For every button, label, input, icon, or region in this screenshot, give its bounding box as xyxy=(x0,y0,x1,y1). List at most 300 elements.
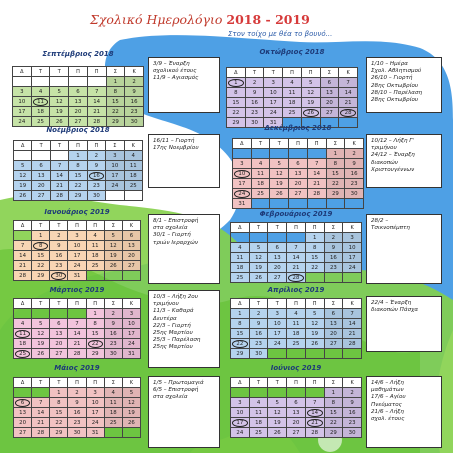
day-cell: 14 xyxy=(68,329,86,339)
day-cell: 4 xyxy=(283,78,302,88)
day-cell: 4 xyxy=(249,398,268,408)
day-cell: 23 xyxy=(50,261,68,271)
weekday-label: Τ xyxy=(50,378,68,388)
week-row xyxy=(231,233,362,243)
day-cell xyxy=(32,388,50,398)
day-cell: 17 xyxy=(343,253,362,263)
day-cell xyxy=(305,388,324,398)
day-cell: 24 xyxy=(264,108,283,118)
day-cell: 2 xyxy=(324,233,343,243)
day-cell: 5 xyxy=(104,231,122,241)
day-cell: 29 xyxy=(106,117,125,127)
month-events-note xyxy=(366,376,442,448)
week-row xyxy=(233,169,364,179)
day-cell: 10 xyxy=(106,161,124,171)
day-cell: 1 xyxy=(305,233,324,243)
day-cell: 8 xyxy=(69,161,87,171)
day-cell: 13 xyxy=(122,241,140,251)
day-cell: 18 xyxy=(283,98,302,108)
month-name: Φεβρουάριος 2019 xyxy=(259,210,333,218)
day-cell: 10 xyxy=(68,241,86,251)
day-cell: 20 xyxy=(122,251,140,261)
month-calendar-grid xyxy=(13,298,141,359)
week-row xyxy=(231,243,362,253)
weekday-label: Τ xyxy=(270,139,289,149)
weekday-label: Κ xyxy=(343,299,362,309)
day-cell: 6 xyxy=(50,319,68,329)
weekday-label: Τ xyxy=(268,223,287,233)
month-name: Σεπτέμβριος 2018 xyxy=(42,50,114,58)
week-row xyxy=(231,428,362,438)
week-row xyxy=(231,253,362,263)
day-cell: 7 xyxy=(87,87,106,97)
day-cell: 23 xyxy=(249,339,268,349)
day-cell: 17 xyxy=(13,107,32,117)
weekday-label: Δ xyxy=(13,67,32,77)
day-cell xyxy=(68,309,86,319)
weekday-label: Τ xyxy=(251,139,270,149)
day-cell: 14 xyxy=(50,171,68,181)
weekday-label: Π xyxy=(68,378,86,388)
week-row xyxy=(14,329,141,339)
weekday-header-row xyxy=(14,378,141,388)
day-cell: 12 xyxy=(305,319,324,329)
event-line: 28/10 – Παρέλαση xyxy=(371,89,423,96)
event-line: 8/1 – Επιστροφή xyxy=(153,218,199,224)
day-cell: 16 xyxy=(245,98,264,108)
week-row xyxy=(13,77,144,87)
weekday-label: Σ xyxy=(324,299,343,309)
day-cell: 25 xyxy=(124,181,142,191)
day-cell: 19 xyxy=(14,181,32,191)
event-line: 1/5 – Πρωτομαγιά xyxy=(153,380,204,386)
day-cell: 25 xyxy=(14,349,32,359)
day-cell: 23 xyxy=(345,179,364,189)
day-cell: 15 xyxy=(324,408,343,418)
day-cell: 20 xyxy=(14,418,32,428)
day-cell: 6 xyxy=(14,398,32,408)
weekday-label: Τ xyxy=(245,68,264,78)
day-cell xyxy=(124,191,142,201)
week-row xyxy=(14,339,141,349)
day-cell xyxy=(345,199,364,209)
day-cell: 2 xyxy=(68,388,86,398)
day-cell: 14 xyxy=(305,408,324,418)
day-cell: 20 xyxy=(69,107,88,117)
weekday-label: Τ xyxy=(32,141,50,151)
day-cell: 30 xyxy=(87,191,105,201)
day-cell xyxy=(32,309,50,319)
day-cell: 6 xyxy=(287,398,306,408)
event-line: 28ης Οκτωβρίου xyxy=(371,82,419,89)
week-row xyxy=(227,108,358,118)
day-cell: 8 xyxy=(32,241,50,251)
weekday-label: Τ xyxy=(268,299,287,309)
day-cell: 24 xyxy=(233,189,252,199)
day-cell: 8 xyxy=(326,159,345,169)
day-cell xyxy=(14,231,32,241)
day-cell: 11 xyxy=(249,408,268,418)
day-cell xyxy=(233,149,252,159)
weekday-label: Π xyxy=(307,139,326,149)
day-cell: 11 xyxy=(231,253,250,263)
month-name: Ιούνιος 2019 xyxy=(270,364,322,372)
day-cell xyxy=(289,199,308,209)
week-row xyxy=(231,329,362,339)
day-cell xyxy=(305,349,324,359)
month-name: Νοέμβριος 2018 xyxy=(46,126,110,134)
day-cell: 8 xyxy=(86,319,104,329)
title-years: 2018 - 2019 xyxy=(226,12,310,27)
day-cell: 29 xyxy=(227,118,246,128)
day-cell: 24 xyxy=(86,418,104,428)
day-cell: 21 xyxy=(87,107,106,117)
day-cell: 19 xyxy=(104,251,122,261)
day-cell: 5 xyxy=(301,78,320,88)
weekday-label: Κ xyxy=(343,378,362,388)
week-row xyxy=(14,418,141,428)
day-cell: 3 xyxy=(122,309,140,319)
weekday-header-row xyxy=(14,299,141,309)
week-row xyxy=(227,88,358,98)
week-row xyxy=(14,271,141,281)
day-cell: 17 xyxy=(268,329,287,339)
month-name: Μάιος 2019 xyxy=(54,364,100,372)
weekday-label: Δ xyxy=(14,299,32,309)
day-cell: 5 xyxy=(32,319,50,329)
day-cell: 14 xyxy=(32,408,50,418)
day-cell: 13 xyxy=(289,169,308,179)
day-cell: 7 xyxy=(307,159,326,169)
day-cell xyxy=(231,233,250,243)
weekday-header-row xyxy=(14,141,143,151)
weekday-header-row xyxy=(233,139,364,149)
day-cell xyxy=(87,77,106,87)
day-cell: 20 xyxy=(320,98,339,108)
day-cell: 9 xyxy=(68,398,86,408)
day-cell: 21 xyxy=(50,181,68,191)
day-cell: 12 xyxy=(301,88,320,98)
week-row xyxy=(231,273,362,283)
day-cell xyxy=(69,77,88,87)
day-cell: 8 xyxy=(227,88,246,98)
weekday-label: Σ xyxy=(324,378,343,388)
month-events-note xyxy=(366,214,442,284)
day-cell: 25 xyxy=(283,108,302,118)
day-cell: 29 xyxy=(69,191,87,201)
day-cell: 13 xyxy=(32,171,50,181)
month-events-note xyxy=(148,57,220,113)
month-calendar-grid xyxy=(230,298,362,359)
day-cell: 8 xyxy=(324,398,343,408)
day-cell: 7 xyxy=(50,161,68,171)
day-cell xyxy=(122,271,140,281)
day-cell: 11 xyxy=(251,169,270,179)
day-cell: 2 xyxy=(87,151,105,161)
day-cell: 9 xyxy=(345,159,364,169)
event-line: 22/4 – Έναρξη xyxy=(371,300,412,306)
event-line: σχολ. έτους xyxy=(371,416,405,423)
day-cell: 19 xyxy=(50,107,69,117)
day-cell: 10 xyxy=(122,319,140,329)
weekday-label: Π xyxy=(301,68,320,78)
day-cell: 3 xyxy=(343,233,362,243)
day-cell: 25 xyxy=(287,339,306,349)
weekday-label: Τ xyxy=(31,67,50,77)
day-cell: 25 xyxy=(31,117,50,127)
day-cell: 3 xyxy=(68,231,86,241)
day-cell: 27 xyxy=(320,108,339,118)
event-line: 25ης Μαρτίου xyxy=(153,344,193,351)
day-cell: 18 xyxy=(287,329,306,339)
day-cell: 17 xyxy=(233,179,252,189)
day-cell: 7 xyxy=(287,243,306,253)
month-events-note xyxy=(148,214,220,284)
day-cell: 17 xyxy=(86,408,104,418)
day-cell: 9 xyxy=(104,319,122,329)
day-cell: 26 xyxy=(301,108,320,118)
day-cell: 12 xyxy=(268,408,287,418)
day-cell xyxy=(268,233,287,243)
weekday-label: Π xyxy=(289,139,308,149)
day-cell: 26 xyxy=(270,189,289,199)
day-cell: 10 xyxy=(233,169,252,179)
day-cell: 5 xyxy=(268,398,287,408)
day-cell: 15 xyxy=(231,329,250,339)
day-cell: 27 xyxy=(122,261,140,271)
day-cell: 13 xyxy=(320,88,339,98)
weekday-label: Π xyxy=(305,223,324,233)
day-cell: 18 xyxy=(31,107,50,117)
day-cell: 14 xyxy=(307,169,326,179)
day-cell xyxy=(287,233,306,243)
day-cell: 24 xyxy=(231,428,250,438)
day-cell: 5 xyxy=(305,309,324,319)
weekday-label: Σ xyxy=(320,68,339,78)
week-row xyxy=(14,349,141,359)
day-cell: 29 xyxy=(50,428,68,438)
day-cell: 10 xyxy=(268,319,287,329)
day-cell: 26 xyxy=(14,191,32,201)
day-cell: 20 xyxy=(324,329,343,339)
day-cell: 30 xyxy=(50,271,68,281)
week-row xyxy=(14,388,141,398)
day-cell: 14 xyxy=(343,319,362,329)
day-cell: 4 xyxy=(251,159,270,169)
weekday-label: Π xyxy=(283,68,302,78)
week-row xyxy=(231,349,362,359)
event-line: 24/12 – Έναρξη xyxy=(371,152,415,159)
event-line: 10/3 – Λήξη 2ου xyxy=(153,294,198,300)
week-row xyxy=(231,398,362,408)
day-cell: 21 xyxy=(339,98,358,108)
weekday-header-row xyxy=(14,221,141,231)
day-cell: 15 xyxy=(86,329,104,339)
month-events-note xyxy=(366,57,442,113)
weekday-label: Τ xyxy=(50,141,68,151)
day-cell: 14 xyxy=(14,251,32,261)
event-line: 28ης Οκτωβρίου xyxy=(371,97,419,104)
day-cell xyxy=(343,273,362,283)
day-cell: 13 xyxy=(69,97,88,107)
month-events-note xyxy=(148,290,220,368)
week-row xyxy=(14,241,141,251)
day-cell xyxy=(270,199,289,209)
day-cell: 28 xyxy=(14,271,32,281)
event-line: 22/3 – Γιορτή xyxy=(153,322,191,329)
day-cell xyxy=(270,149,289,159)
day-cell: 12 xyxy=(50,97,69,107)
weekday-label: Σ xyxy=(324,223,343,233)
event-line: 10/12 – Λήξη Γ' xyxy=(371,138,414,144)
day-cell: 15 xyxy=(69,171,87,181)
day-cell: 7 xyxy=(343,309,362,319)
event-line: Πνεύματος xyxy=(371,401,402,408)
weekday-label: Σ xyxy=(104,378,122,388)
event-line: 28/2 – xyxy=(371,218,389,224)
day-cell: 27 xyxy=(268,273,287,283)
week-row xyxy=(231,339,362,349)
weekday-label: Τ xyxy=(32,378,50,388)
day-cell: 9 xyxy=(245,88,264,98)
day-cell: 30 xyxy=(345,189,364,199)
day-cell: 11 xyxy=(31,97,50,107)
weekday-label: Κ xyxy=(339,68,358,78)
weekday-label: Τ xyxy=(264,68,283,78)
day-cell: 6 xyxy=(268,243,287,253)
day-cell: 18 xyxy=(231,263,250,273)
day-cell: 10 xyxy=(13,97,32,107)
event-line: Σχολ. Αθλητισμού xyxy=(371,68,422,75)
day-cell xyxy=(249,388,268,398)
day-cell: 13 xyxy=(324,319,343,329)
weekday-label: Τ xyxy=(249,378,268,388)
day-cell: 6 xyxy=(32,161,50,171)
month-calendar-grid xyxy=(13,140,143,201)
day-cell: 30 xyxy=(249,349,268,359)
day-cell: 1 xyxy=(69,151,87,161)
week-row xyxy=(13,97,144,107)
event-line: 17ης Νοεμβρίου xyxy=(153,145,199,152)
day-cell xyxy=(324,349,343,359)
day-cell: 12 xyxy=(122,398,140,408)
weekday-label: Σ xyxy=(106,141,124,151)
week-row xyxy=(233,189,364,199)
day-cell: 4 xyxy=(86,231,104,241)
day-cell: 29 xyxy=(326,189,345,199)
day-cell: 10 xyxy=(343,243,362,253)
day-cell: 16 xyxy=(324,253,343,263)
weekday-label: Π xyxy=(68,299,86,309)
day-cell: 8 xyxy=(106,87,125,97)
day-cell: 4 xyxy=(124,151,142,161)
day-cell: 19 xyxy=(32,339,50,349)
event-line: τριμήνου xyxy=(371,145,397,152)
day-cell xyxy=(50,309,68,319)
day-cell: 12 xyxy=(14,171,32,181)
day-cell: 17 xyxy=(106,171,124,181)
day-cell: 20 xyxy=(50,339,68,349)
day-cell xyxy=(307,149,326,159)
week-row xyxy=(14,161,143,171)
day-cell: 13 xyxy=(268,253,287,263)
day-cell: 22 xyxy=(86,339,104,349)
weekday-label: Δ xyxy=(14,221,32,231)
day-cell xyxy=(31,77,50,87)
day-cell: 15 xyxy=(305,253,324,263)
week-row xyxy=(14,181,143,191)
day-cell xyxy=(50,77,69,87)
day-cell: 23 xyxy=(324,263,343,273)
weekday-label: Τ xyxy=(50,221,68,231)
day-cell: 12 xyxy=(249,253,268,263)
week-row xyxy=(14,151,143,161)
weekday-label: Π xyxy=(287,299,306,309)
day-cell: 11 xyxy=(14,329,32,339)
day-cell: 20 xyxy=(287,418,306,428)
day-cell: 29 xyxy=(32,271,50,281)
day-cell: 17 xyxy=(122,329,140,339)
day-cell: 27 xyxy=(50,349,68,359)
day-cell: 22 xyxy=(50,418,68,428)
week-row xyxy=(14,231,141,241)
day-cell xyxy=(287,349,306,359)
week-row xyxy=(233,149,364,159)
day-cell: 26 xyxy=(104,261,122,271)
event-line: 30/1 – Γιορτή xyxy=(153,232,191,239)
day-cell: 4 xyxy=(14,319,32,329)
day-cell: 28 xyxy=(305,428,324,438)
week-row xyxy=(14,261,141,271)
day-cell: 28 xyxy=(50,191,68,201)
weekday-label: Δ xyxy=(231,299,250,309)
day-cell: 22 xyxy=(326,179,345,189)
weekday-label: Π xyxy=(287,223,306,233)
event-line: διακοπών xyxy=(371,159,398,166)
month-calendar-grid xyxy=(13,220,141,281)
day-cell: 9 xyxy=(125,87,144,97)
weekday-label: Τ xyxy=(50,67,69,77)
day-cell: 21 xyxy=(68,339,86,349)
day-cell: 2 xyxy=(245,78,264,88)
day-cell: 1 xyxy=(231,309,250,319)
day-cell: 12 xyxy=(32,329,50,339)
day-cell: 22 xyxy=(324,418,343,428)
weekday-header-row xyxy=(231,223,362,233)
day-cell: 4 xyxy=(104,388,122,398)
day-cell: 15 xyxy=(227,98,246,108)
event-line: 1/10 – Ημέρα xyxy=(371,61,408,67)
weekday-label: Κ xyxy=(343,223,362,233)
day-cell: 1 xyxy=(32,231,50,241)
weekday-header-row xyxy=(13,67,144,77)
day-cell: 21 xyxy=(343,329,362,339)
weekday-label: Κ xyxy=(122,378,140,388)
weekday-label: Τ xyxy=(249,299,268,309)
day-cell: 22 xyxy=(305,263,324,273)
day-cell: 3 xyxy=(13,87,32,97)
event-line: τριμήνου xyxy=(153,301,179,308)
weekday-label: Κ xyxy=(125,67,144,77)
day-cell: 11 xyxy=(124,161,142,171)
day-cell: 5 xyxy=(249,243,268,253)
month-name: Ιανουάριος 2019 xyxy=(44,208,110,216)
weekday-header-row xyxy=(231,299,362,309)
day-cell: 4 xyxy=(231,243,250,253)
day-cell: 3 xyxy=(268,309,287,319)
weekday-label: Π xyxy=(287,378,306,388)
month-calendar-grid xyxy=(230,377,362,438)
